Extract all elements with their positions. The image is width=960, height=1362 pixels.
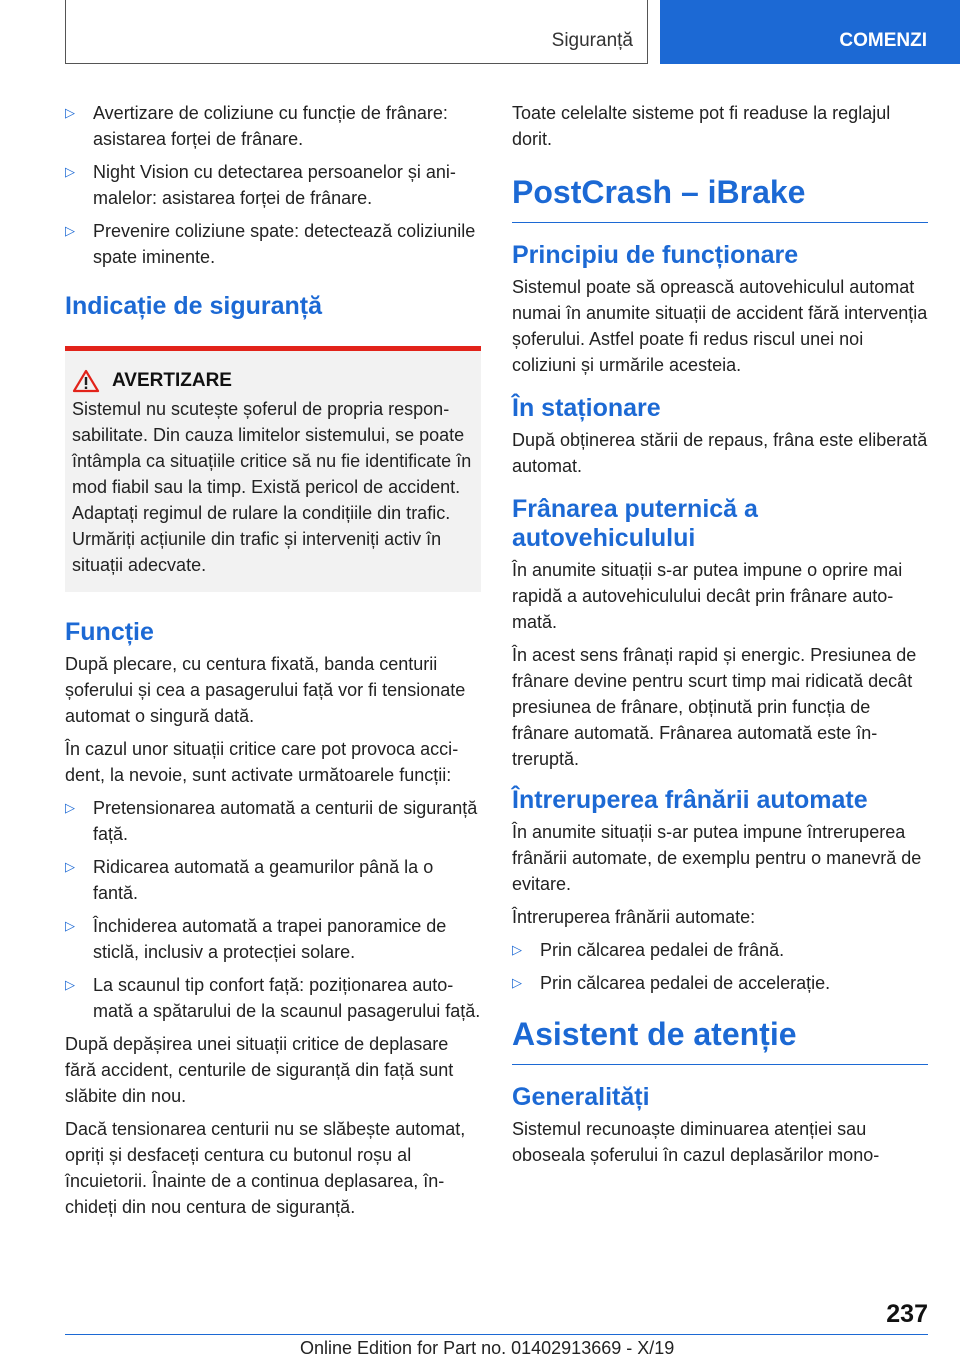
list-item: ▷ Pretensionarea automată a centurii de siguranță față. — [65, 795, 481, 847]
postcrash-heading: PostCrash – iBrake — [512, 172, 928, 223]
braking-heading: Frânarea puternică a autovehiculului — [512, 495, 758, 552]
paragraph: După plecare, cu centura fixată, banda centurii șoferului și cea a pasagerului față vor fi tensionate automat o singură dată. — [65, 654, 466, 726]
list-item: ▷ Ridicarea automată a geamurilor până la o fantă. — [65, 854, 481, 906]
triangle-bullet-icon: ▷ — [512, 975, 522, 990]
triangle-bullet-icon: ▷ — [65, 105, 75, 120]
right-column — [512, 100, 928, 1175]
list-item: ▷ Închiderea automată a trapei panoramice de sticlă, inclusiv a protecției solare. — [65, 913, 481, 965]
section-label: Siguranță — [551, 30, 633, 51]
general-heading: Generalități — [512, 1083, 650, 1111]
safety-heading: Indicație de siguranță — [65, 292, 323, 320]
warning-text: Sistemul nu scutește șoferul de propria responsabilitate. Din cauza limitelor sistemului, se poate întâmpla ca situațiile critice să nu fie identificate în mod fiabil sau la timp. Există pericol de accident. Adaptați regimul de rulare la condițiile din trafic. Urmăriți acțiunile din trafic și interveniți activ în situații adecvate. — [72, 399, 472, 575]
standstill-heading: În staționare — [512, 394, 661, 422]
triangle-bullet-icon: ▷ — [65, 800, 75, 815]
paragraph: După obținerea stării de repaus, frâna este eliberată automat. — [512, 430, 928, 476]
paragraph: În anumite situații s-ar putea impune o oprire mai rapidă a autovehiculului decât prin frânare automată. — [512, 560, 903, 632]
triangle-bullet-icon: ▷ — [65, 977, 75, 992]
warning-box — [65, 346, 481, 592]
paragraph: Toate celelalte sisteme pot fi readuse la reglajul dorit. — [512, 103, 891, 149]
list-item: ▷ Prin călcarea pedalei de accelerație. — [512, 970, 928, 996]
paragraph: În acest sens frânați rapid și energic. Presiunea de frânare devine pentru scurt timp mai ridicată decât presiunea de frânare, obținută prin funcția de frânare automată. Frânarea automată este întreruptă. — [512, 645, 917, 769]
list-item: ▷ Prin călcarea pedalei de frână. — [512, 937, 928, 963]
chapter-tab — [660, 0, 960, 64]
left-column — [65, 100, 481, 1227]
warning-title: AVERTIZARE — [112, 370, 232, 391]
attention-heading: Asistent de atenție — [512, 1014, 928, 1065]
principle-heading: Principiu de funcționare — [512, 241, 799, 269]
paragraph: În anumite situații s-ar putea impune întreruperea frânării automate, de exemplu pentru o manevră de evitare. — [512, 822, 922, 894]
edition-label: Online Edition for Part no. 01402913669 - X/19 — [300, 1338, 675, 1358]
chapter-label: COMENZI — [839, 30, 927, 51]
section-tab — [65, 0, 648, 64]
paragraph: Sistemul recunoaște diminuarea atenției sau oboseala șoferului în cazul deplasărilor mono- — [512, 1119, 880, 1165]
page-number: 237 — [886, 1300, 928, 1328]
paragraph: Sistemul poate să oprească autovehiculul automat numai în anumite situații de accident fără intervenția șoferului. Astfel poate fi redus riscul unei noi coliziuni și urmările acesteia. — [512, 277, 928, 375]
list-item: ▷ La scaunul tip confort față: poziționarea automată a spătarului de la scaunul pasagerului față. — [65, 972, 481, 1024]
function-heading: Funcție — [65, 618, 154, 646]
triangle-bullet-icon: ▷ — [65, 918, 75, 933]
paragraph: Dacă tensionarea centurii nu se slăbește automat, opriți și desfaceți centura cu butonul roșu al încuietorii. Înainte de a continua deplasarea, închideți din nou centura de siguranță. — [65, 1119, 466, 1217]
paragraph: După depășirea unei situații critice de deplasare fără accident, centurile de siguranță din față sunt slăbite din nou. — [65, 1034, 454, 1106]
triangle-bullet-icon: ▷ — [65, 859, 75, 874]
list-item: ▷ Prevenire coliziune spate: detectează coliziunile spate iminente. — [65, 218, 481, 270]
footer-divider — [65, 1334, 928, 1335]
triangle-bullet-icon: ▷ — [65, 223, 75, 238]
triangle-bullet-icon: ▷ — [512, 942, 522, 957]
paragraph: În cazul unor situații critice care pot provoca accident, la nevoie, sunt activate următoarele funcții: — [65, 739, 459, 785]
warning-triangle-icon — [72, 369, 100, 393]
triangle-bullet-icon: ▷ — [65, 164, 75, 179]
list-item: ▷ Avertizare de coliziune cu funcție de frânare: asistarea forței de frânare. — [65, 100, 481, 152]
interrupt-heading: Întreruperea frânării automate — [512, 786, 868, 814]
list-item: ▷ Night Vision cu detectarea persoanelor și animalelor: asistarea forței de frânare. — [65, 159, 481, 211]
paragraph: Întreruperea frânării automate: — [512, 907, 756, 927]
